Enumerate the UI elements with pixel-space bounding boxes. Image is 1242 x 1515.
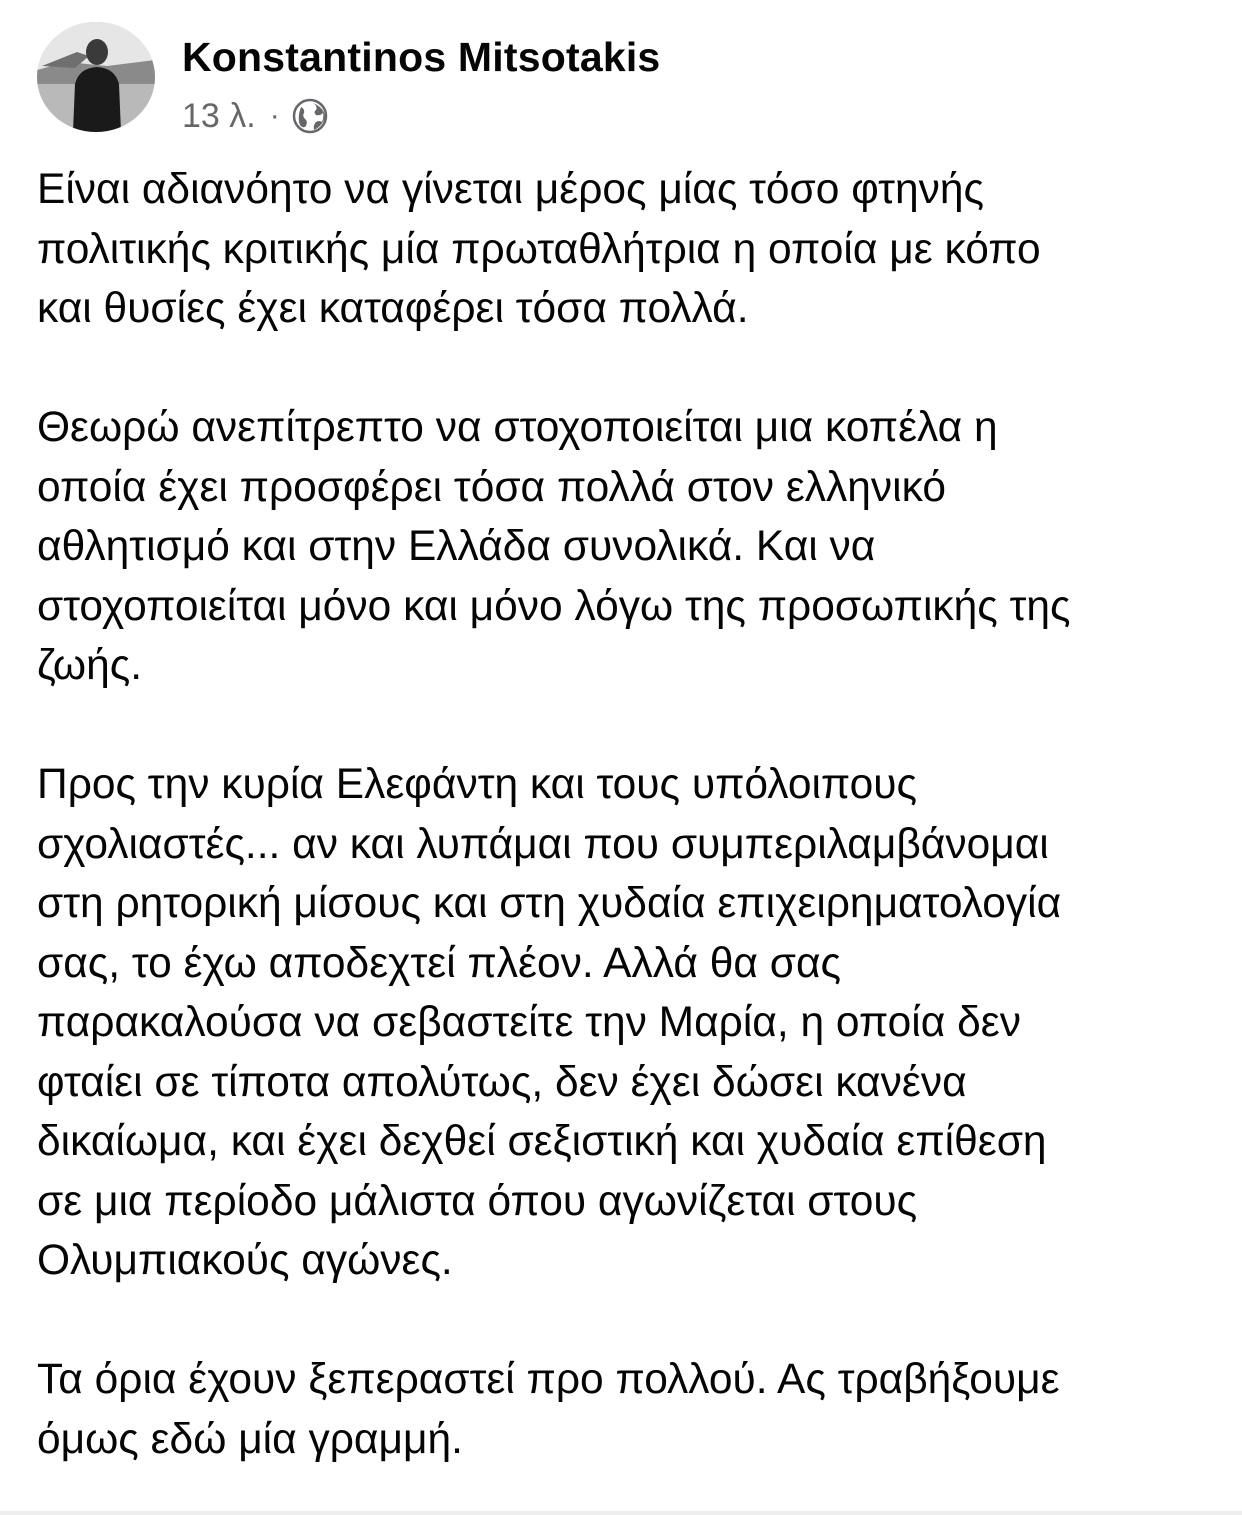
paragraph-spacer (37, 696, 1212, 756)
paragraph-spacer (37, 339, 1212, 399)
post-paragraph-2: Θεωρώ ανεπίτρεπτο να στοχοποιείται μια κοπέλα η οποία έχει προσφέρει τόσα πολλά στον ελληνικό αθλητισμό και στην Ελλάδα συνολικά. Και να στοχοποιείται μόνο και μόνο λόγω της προσωπικής της ζωής. (37, 404, 1071, 689)
meta-separator: · (269, 99, 280, 132)
avatar-photo (37, 22, 155, 132)
bottom-divider (0, 1511, 1242, 1515)
post-header (37, 22, 1197, 134)
avatar[interactable] (37, 22, 155, 132)
post-paragraph-3: Προς την κυρία Ελεφάντη και τους υπόλοιπους σχολιαστές... αν και λυπάμαι που συμπεριλαμβάνομαι στη ρητορική μίσους και στη χυδαία επιχειρηματολογία σας, το έχω αποδεχτεί πλέον. Αλλά θα σας παρακαλούσα να σεβαστείτε την Μαρία, η οποία δεν φταίει σε τίποτα απολύτως, δεν έχει δώσει κανένα δικαίωμα, και έχει δεχθεί σεξιστική και χυδαία επίθεση σε μια περίοδο μάλιστα όπου αγωνίζεται στους Ολυμπιακούς αγώνες. (37, 761, 1062, 1284)
post-paragraph-4: Τα όρια έχουν ξεπεραστεί προ πολλού. Ας τραβήξουμε όμως εδώ μία γραμμή. (37, 1356, 1060, 1463)
author-name[interactable]: Konstantinos Mitsotakis (182, 34, 661, 80)
post-paragraph-1: Είναι αδιανόητο να γίνεται μέρος μίας τόσο φτηνής πολιτικής κριτικής μία πρωταθλήτρια η οποία με κόπο και θυσίες έχει καταφέρει τόσα πολλά. (37, 166, 1041, 332)
paragraph-spacer (37, 1291, 1212, 1351)
globe-icon[interactable] (292, 98, 328, 134)
post-timestamp[interactable]: 13 λ. (182, 96, 256, 135)
post-body (37, 160, 1212, 1469)
post-meta (182, 94, 328, 138)
